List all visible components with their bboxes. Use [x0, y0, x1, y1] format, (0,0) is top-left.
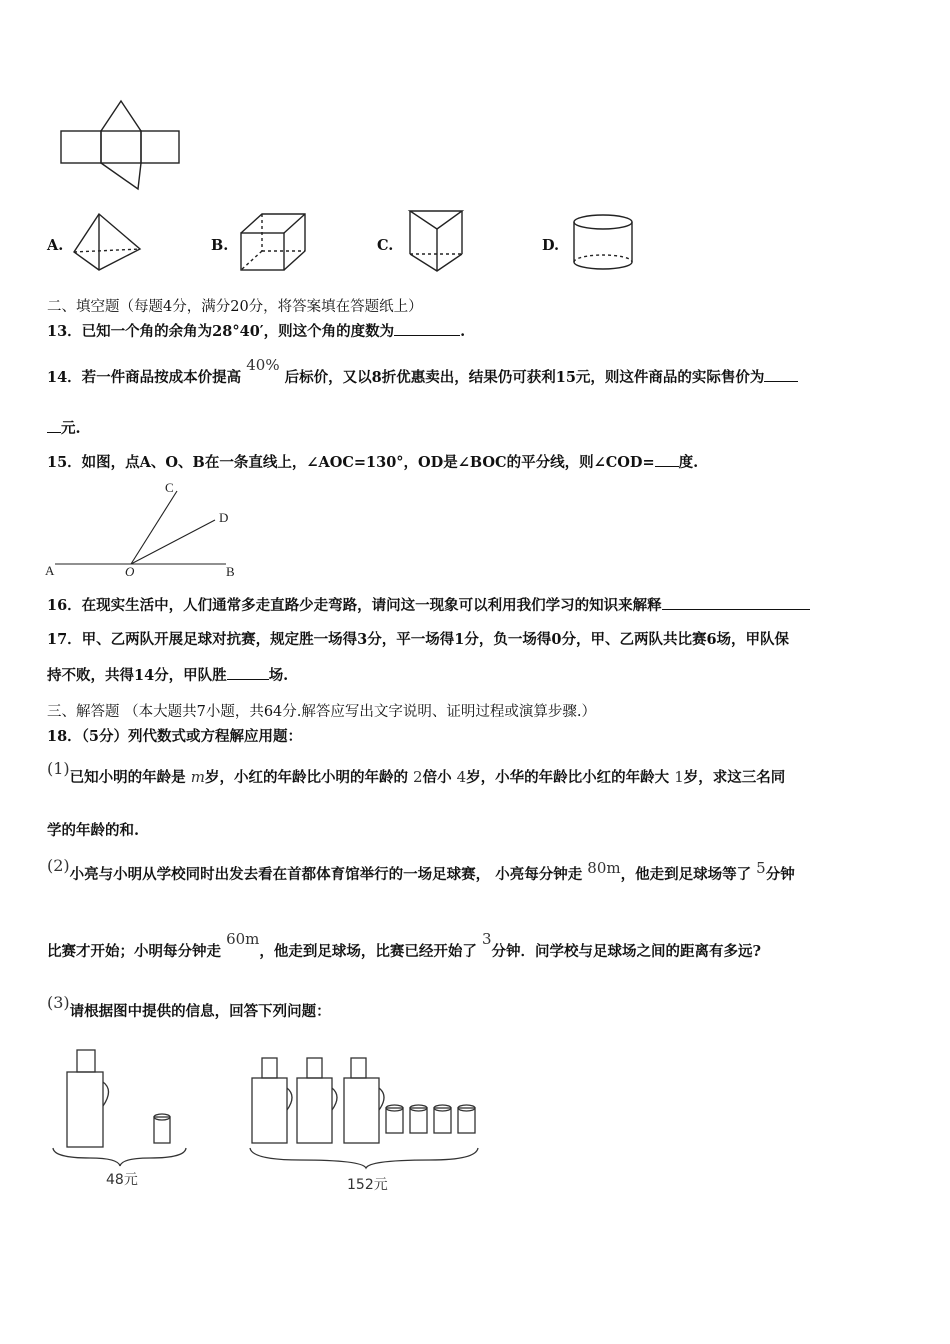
q18-p1-c: 倍小	[422, 769, 452, 786]
q14-post: 后标价，又以8折优惠卖出，结果仍可获利15元，则这件商品的实际售价为	[284, 369, 765, 386]
q14-percent: 40%	[246, 356, 280, 374]
q18-p2-v1: 80m	[587, 859, 621, 877]
q18-p1-num: (1)	[47, 759, 70, 778]
option-c-label: C.	[377, 237, 394, 254]
brace-right	[250, 1148, 478, 1168]
q18-p2-v2: 60m	[226, 930, 260, 948]
q17-line2-pre: 持不败，共得14分，甲队胜	[47, 667, 227, 684]
option-a-label: A.	[47, 237, 64, 254]
thermos-bottle	[67, 1050, 109, 1147]
q18-p1-two: 2	[413, 768, 423, 786]
cup	[458, 1105, 475, 1133]
q18-p1-m: m	[190, 768, 205, 786]
q18-p1-b: 岁，小红的年龄比小明的年龄的	[204, 769, 408, 786]
question-17-line1: 17．甲、乙两队开展足球对抗赛，规定胜一场得3分，平一场得1分，负一场得0分，甲、乙两队共比赛6场，甲队保	[47, 631, 790, 648]
brace-left	[53, 1148, 186, 1166]
q18-p2-c: 分钟	[765, 866, 795, 883]
q18-p1-a: 已知小明的年龄是	[69, 769, 186, 786]
q18-p2-b: ，他走到足球场等了	[620, 866, 752, 883]
q18-p2-a: 小亮与小明从学校同时出发去看在首都体育馆举行的一场足球赛， 小亮每分钟走	[69, 866, 583, 883]
thermos-bottle	[344, 1058, 384, 1143]
cup	[386, 1105, 403, 1133]
label-o: O	[125, 564, 135, 579]
section2-heading: 二、填空题（每题4分，满分20分，将答案填在答题纸上）	[47, 299, 423, 315]
cup	[154, 1114, 170, 1143]
q17-line2-post: 场.	[268, 667, 289, 684]
q18-p1-one: 1	[674, 768, 684, 786]
q18-p2-l2b: ，他走到足球场，比赛已经开始了	[259, 943, 477, 960]
cup	[434, 1105, 451, 1133]
option-d-label: D.	[542, 237, 560, 254]
option-b-label: B.	[211, 237, 229, 254]
cup	[410, 1105, 427, 1133]
q18-p2-l2a: 比赛才开始；小明每分钟走	[47, 943, 221, 960]
q18-p2-l2c: 分钟．问学校与足球场之间的距离有多远?	[491, 943, 761, 960]
q18-p1-e: 岁，求这三名同	[683, 769, 786, 786]
q13-suffix: .	[460, 323, 466, 340]
q18-p3-a: 请根据图中提供的信息，回答下列问题：	[69, 1003, 331, 1020]
label-d: D	[219, 510, 229, 525]
thermos-bottle	[252, 1058, 292, 1143]
q14-pre: 14．若一件商品按成本价提高	[47, 369, 242, 386]
q18-p3-num: (3)	[47, 993, 70, 1012]
q18-part1-line2: 学的年龄的和.	[47, 822, 140, 839]
thermos-bottle	[297, 1058, 337, 1143]
q16-text: 16．在现实生活中，人们通常多走直路少走弯路，请问这一现象可以利用我们学习的知识来解释	[47, 597, 662, 614]
q15-suffix: 度.	[678, 454, 699, 471]
price-label-152: 152元	[347, 1177, 388, 1193]
label-a: A	[45, 563, 55, 578]
q18-p1-four: 4	[456, 768, 467, 786]
price-label-48: 48元	[106, 1172, 138, 1188]
q15-text: 15．如图，点A、O、B在一条直线上，∠AOC=130°，OD是∠BOC的平分线，则∠COD=	[47, 454, 655, 471]
q14-suffix: 元.	[61, 420, 81, 437]
q18-p1-d: 岁，小华的年龄比小红的年龄大	[466, 769, 670, 786]
label-b: B	[226, 564, 235, 579]
q18-p2-num: (2)	[47, 856, 70, 875]
section3-heading: 三、解答题 （本大题共7小题，共64分.解答应写出文字说明、证明过程或演算步骤.）	[47, 704, 597, 720]
q18-p2-five: 5	[756, 859, 766, 877]
q13-text: 13．已知一个角的余角为28°40′，则这个角的度数为	[47, 323, 395, 340]
label-c: C	[165, 480, 174, 495]
q18-p2-three: 3	[481, 930, 492, 948]
q18-title: 18．（5分）列代数式或方程解应用题：	[47, 728, 303, 745]
